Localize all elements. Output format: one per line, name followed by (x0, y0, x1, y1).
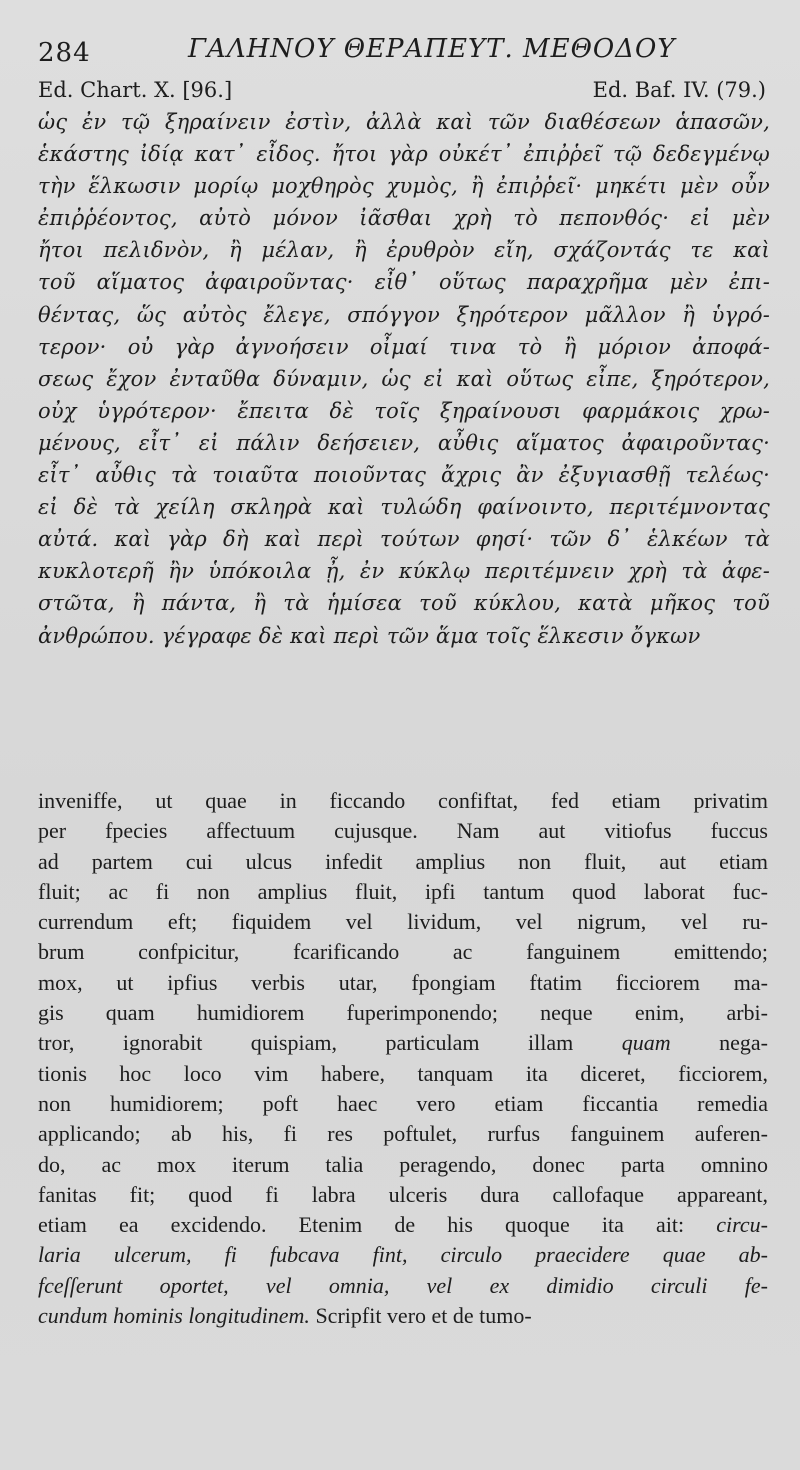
latin-roman-segment: mox, ut ipfius verbis utar, fpongiam ftatim ficciorem ma- (38, 969, 768, 995)
latin-text-line (38, 1271, 768, 1301)
greek-text-line: θέντας, ὥς αὐτὸς ἔλεγε, σπόγγον ξηρότερον μᾶλλον ἢ ὑγρό- (38, 302, 770, 327)
latin-roman-segment: fanitas fit; quod fi labra ulceris dura callofaque appareant, (38, 1181, 768, 1207)
latin-text-line (38, 968, 768, 998)
greek-text-line: τερον· οὐ γὰρ ἀγνοήσειν οἶμαί τινα τὸ ἢ μόριον ἀποφά- (38, 334, 770, 359)
latin-text-line (38, 1028, 768, 1058)
edition-references (38, 78, 766, 108)
greek-text-line: στῶτα, ἢ πάντα, ἢ τὰ ἡμίσεα τοῦ κύκλου, κατὰ μῆκος τοῦ (38, 591, 770, 616)
latin-text-line (38, 907, 768, 937)
latin-roman-segment: per fpecies affectuum cujusque. Nam aut vitiofus fuccus (38, 818, 768, 844)
page-number: 284 (38, 38, 91, 68)
greek-text-line: κυκλοτερῆ ἢν ὑπόκοιλα ᾖ, ἐν κύκλῳ περιτέμνειν χρὴ τὰ ἀφε- (38, 559, 770, 584)
latin-roman-segment: Scripfit vero et de tumo- (309, 1303, 532, 1329)
latin-text-line (38, 816, 768, 846)
latin-roman-segment: applicando; ab his, fi res poftulet, rurfus fanguinem auferen- (38, 1121, 768, 1147)
greek-text-line: αὐτά. καὶ γὰρ δὴ καὶ περὶ τούτων φησί· τῶν δ᾽ ἑλκέων τὰ (38, 527, 770, 552)
latin-text-line (38, 1301, 768, 1331)
greek-text-line: ἐπιῤῥέοντος, αὐτὸ μόνον ἰᾶσθαι χρὴ τὸ πεπονθός· εἰ μὲν (38, 206, 770, 231)
latin-text-line (38, 1089, 768, 1119)
greek-text-line: ἑκάστης ἰδίᾳ κατ᾽ εἶδος. ἤτοι γὰρ οὐκέτ᾽ ἐπιῤῥεῖ τῷ δεδεγμένῳ (38, 142, 770, 167)
latin-roman-segment: ad partem cui ulcus infedit amplius non fluit, aut etiam (38, 848, 768, 874)
latin-italic-segment: quam (621, 1030, 671, 1056)
greek-text-line: εἰ δὲ τὰ χείλη σκληρὰ καὶ τυλώδη φαίνοιντο, περιτέμνοντας (38, 495, 770, 520)
latin-text-block (38, 786, 768, 1331)
greek-text-line: εἶτ᾽ αὖθις τὰ τοιαῦτα ποιοῦντας ἄχρις ἂν ἐξυγιασθῇ τελέως· (38, 463, 770, 488)
latin-text-line (38, 1059, 768, 1089)
greek-text-line: τὴν ἕλκωσιν μορίῳ μοχθηρὸς χυμὸς, ἢ ἐπιῤῥεῖ· μηκέτι μὲν οὖν (38, 174, 770, 199)
edition-chart-reference: Ed. Chart. X. [96.] (38, 78, 233, 102)
greek-text-line: ἀνθρώπου. γέγραφε δὲ καὶ περὶ τῶν ἅμα τοῖς ἕλκεσιν ὄγκων (38, 623, 701, 648)
greek-text-block (38, 106, 770, 652)
latin-roman-segment: brum confpicitur, fcarificando ac fanguinem emittendo; (38, 939, 768, 965)
edition-basel-reference: Ed. Baf. IV. (79.) (592, 78, 766, 102)
latin-text-line (38, 937, 768, 967)
latin-roman-segment: inveniffe, ut quae in ficcando confiftat, fed etiam privatim (38, 788, 768, 813)
latin-text-line (38, 1210, 768, 1240)
latin-text-line (38, 1150, 768, 1180)
latin-italic-segment: fceſſerunt oportet, vel omnia, vel ex dimidio circuli fe- (38, 1272, 768, 1298)
latin-text-line (38, 1119, 768, 1149)
latin-roman-segment: etiam ea excidendo. Etenim de his quoque ita ait: (38, 1212, 717, 1238)
greek-text-line: μένους, εἶτ᾽ εἰ πάλιν δεήσειεν, αὖθις αἵματος ἀφαιροῦντας· (38, 430, 770, 455)
latin-roman-segment: non humidiorem; poft haec vero etiam ficcantia remedia (38, 1090, 768, 1116)
latin-italic-segment: cundum hominis longitudinem. (38, 1303, 310, 1329)
page-header (38, 24, 766, 68)
latin-roman-segment: fluit; ac fi non amplius fluit, ipfi tantum quod laborat fuc- (38, 878, 768, 904)
latin-roman-segment: tionis hoc loco vim habere, tanquam ita diceret, ficciorem, (38, 1060, 768, 1086)
latin-text-line (38, 786, 768, 816)
latin-text-line (38, 998, 768, 1028)
latin-text-line (38, 1240, 768, 1270)
greek-text-line: τοῦ αἵματος ἀφαιροῦντας· εἶθ᾽ οὕτως παραχρῆμα μὲν ἐπι- (38, 270, 770, 295)
latin-roman-segment: tror, ignorabit quispiam, particulam illam (38, 1030, 622, 1056)
latin-roman-segment: gis quam humidiorem fuperimponendo; neque enim, arbi- (38, 1000, 768, 1026)
greek-text-line: ὡς ἐν τῷ ξηραίνειν ἐστὶν, ἀλλὰ καὶ τῶν διαθέσεων ἁπασῶν, (38, 110, 770, 134)
greek-text-line: ἤτοι πελιδνὸν, ἢ μέλαν, ἢ ἐρυθρὸν εἴη, σχάζοντάς τε καὶ (38, 238, 770, 263)
latin-roman-segment: currendum eft; fiquidem vel lividum, vel nigrum, vel ru- (38, 909, 768, 935)
latin-text-line (38, 847, 768, 877)
latin-italic-segment: circu- (716, 1212, 768, 1238)
greek-text-line: οὐχ ὑγρότερον· ἔπειτα δὲ τοῖς ξηραίνουσι φαρμάκοις χρω- (38, 398, 770, 423)
greek-text-line: σεως ἔχον ἐνταῦθα δύναμιν, ὡς εἰ καὶ οὕτως εἶπε, ξηρότερον, (38, 366, 770, 391)
latin-text-line (38, 1180, 768, 1210)
latin-roman-segment: do, ac mox iterum talia peragendo, donec parta omnino (38, 1151, 768, 1177)
running-title: ΓΑΛΗΝΟΥ ΘΕΡΑΠΕΥΤ. ΜΕΘΟΔΟΥ (188, 34, 676, 64)
latin-italic-segment: laria ulcerum, fi fubcava fint, circulo praecidere quae ab- (38, 1242, 768, 1268)
latin-roman-segment: nega- (670, 1030, 768, 1056)
latin-text-line (38, 877, 768, 907)
